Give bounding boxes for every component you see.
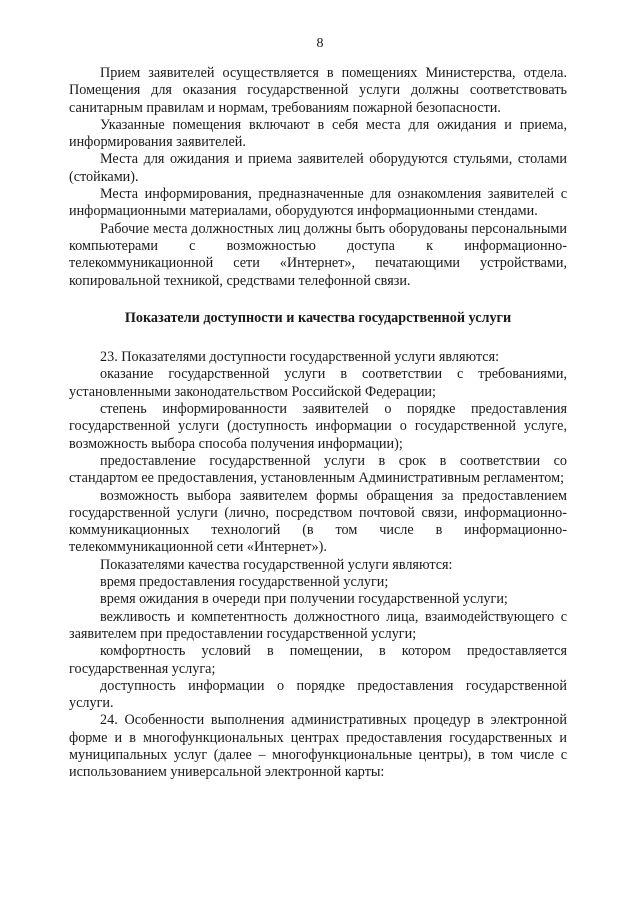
paragraph: 23. Показателями доступности государственной услуги являются:	[100, 349, 500, 366]
paragraph: комфортность условий в помещении, в котором предоставляется государственная услуга;	[69, 643, 567, 677]
paragraph: оказание государственной услуги в соответствии с требованиями, установленными законодательством Российской Федерации;	[69, 366, 567, 400]
paragraph: Указанные помещения включают в себя места для ожидания и приема, информирования заявителей.	[69, 116, 567, 151]
paragraph: Показателями качества государственной услуги являются:	[100, 556, 453, 573]
paragraph: степень информированности заявителей о порядке предоставления государственной услуги (доступность информации о государственной услуге, возможность выбора способа получения информации);	[69, 401, 567, 452]
paragraph: возможность выбора заявителем формы обращения за предоставлением государственной услуги (лично, посредством почтовой связи, информационно-коммуникационных технологий (в том числе в информационно-телекоммуникационной сети «Интернет»).	[69, 487, 567, 556]
paragraph: Места информирования, предназначенные для ознакомления заявителей с информационными материалами, оборудуются информационными стендами.	[69, 186, 567, 220]
paragraph: Рабочие места должностных лиц должны быть оборудованы персональными компьютерами с возможностью доступа к информационно-телекоммуникационной сети «Интернет», печатающими устройствами, копировальной техникой, средствами телефонной связи.	[69, 220, 567, 289]
paragraph: 24. Особенности выполнения административных процедур в электронной форме и в многофункциональных центрах предоставления государственных и муниципальных услуг (далее – многофункциональные центры), в том числе с использованием универсальной электронной карты:	[69, 712, 567, 781]
paragraph: доступность информации о порядке предоставления государственной услуги.	[69, 677, 567, 712]
paragraph: Прием заявителей осуществляется в помещениях Министерства, отдела. Помещения для оказания государственной услуги должны соответствовать санитарным правилам и нормам, требованиям пожарной безопасности.	[69, 65, 567, 116]
paragraph: время предоставления государственной услуги;	[100, 574, 389, 591]
document-body	[69, 65, 567, 782]
page-number: 8	[316, 36, 324, 51]
paragraph: предоставление государственной услуги в срок в соответствии со стандартом ее предоставления, установленным Административным регламентом;	[69, 452, 567, 487]
paragraph: Места для ожидания и приема заявителей оборудуются стульями, столами (стойками).	[69, 151, 567, 185]
section-heading: Показатели доступности и качества государственной услуги	[124, 309, 512, 326]
paragraph: вежливость и компетентность должностного лица, взаимодействующего с заявителем при предоставлении государственной услуги;	[69, 608, 567, 642]
paragraph: время ожидания в очереди при получении государственной услуги;	[100, 591, 508, 608]
